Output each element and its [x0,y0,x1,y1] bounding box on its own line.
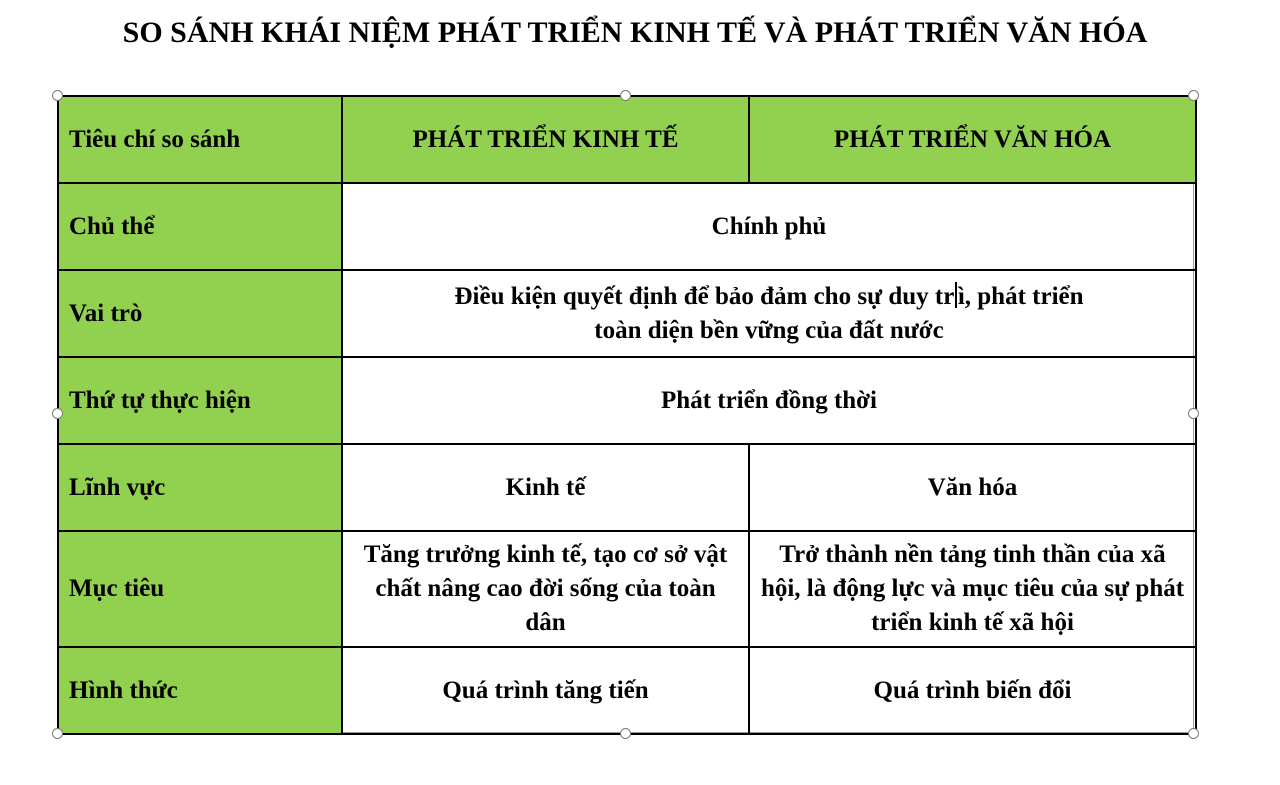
economic-cell[interactable]: Kinh tế [342,444,749,531]
criterion-cell[interactable]: Mục tiêu [58,531,342,647]
cultural-cell[interactable]: Quá trình biến đổi [749,647,1196,734]
table-row [58,444,1196,531]
resize-handle-bottom-right[interactable] [1188,728,1199,739]
cultural-cell[interactable]: Trở thành nền tảng tinh thần của xã hội, là động lực và mục tiêu của sự phát triển kinh tế xã hội [749,531,1196,647]
resize-handle-bottom-left[interactable] [52,728,63,739]
economic-cell[interactable]: Tăng trưởng kinh tế, tạo cơ sở vật chất nâng cao đời sống của toàn dân [342,531,749,647]
resize-handle-top-right[interactable] [1188,90,1199,101]
shared-line-2: toàn diện bền vững của đất nước [594,316,944,344]
resize-handle-top-center[interactable] [620,90,631,101]
header-cultural-cell[interactable]: PHÁT TRIỂN VĂN HÓA [749,96,1196,183]
criterion-cell[interactable]: Chủ thể [58,183,342,270]
text-cursor [955,282,957,308]
criterion-cell[interactable]: Vai trò [58,270,342,357]
resize-handle-top-left[interactable] [52,90,63,101]
shared-cell[interactable] [342,270,1196,357]
table-row [58,647,1196,734]
shared-line-1-part-b: ì, phát triển [957,282,1084,310]
table-row [58,357,1196,444]
criterion-cell[interactable]: Thứ tự thực hiện [58,357,342,444]
page-title: SO SÁNH KHÁI NIỆM PHÁT TRIỂN KINH TẾ VÀ PHÁT TRIỂN VĂN HÓA [122,16,1148,49]
table-header-row [58,96,1196,183]
table-row [58,270,1196,357]
cultural-cell[interactable]: Văn hóa [749,444,1196,531]
table-row [58,531,1196,647]
shared-cell[interactable]: Chính phủ [342,183,1196,270]
header-economic-cell[interactable]: PHÁT TRIỂN KINH TẾ [342,96,749,183]
criterion-cell[interactable]: Hình thức [58,647,342,734]
table-row [58,183,1196,270]
comparison-table[interactable] [57,95,1197,735]
shared-cell[interactable]: Phát triển đồng thời [342,357,1196,444]
resize-handle-middle-right[interactable] [1188,408,1199,419]
resize-handle-bottom-center[interactable] [620,728,631,739]
shared-line-1-part-a: Điều kiện quyết định để bảo đảm cho sự duy tr [454,282,955,310]
criterion-cell[interactable]: Lĩnh vực [58,444,342,531]
shared-line-1 [353,280,1185,314]
resize-handle-middle-left[interactable] [52,408,63,419]
economic-cell[interactable]: Quá trình tăng tiến [342,647,749,734]
header-criterion-cell[interactable]: Tiêu chí so sánh [58,96,342,183]
